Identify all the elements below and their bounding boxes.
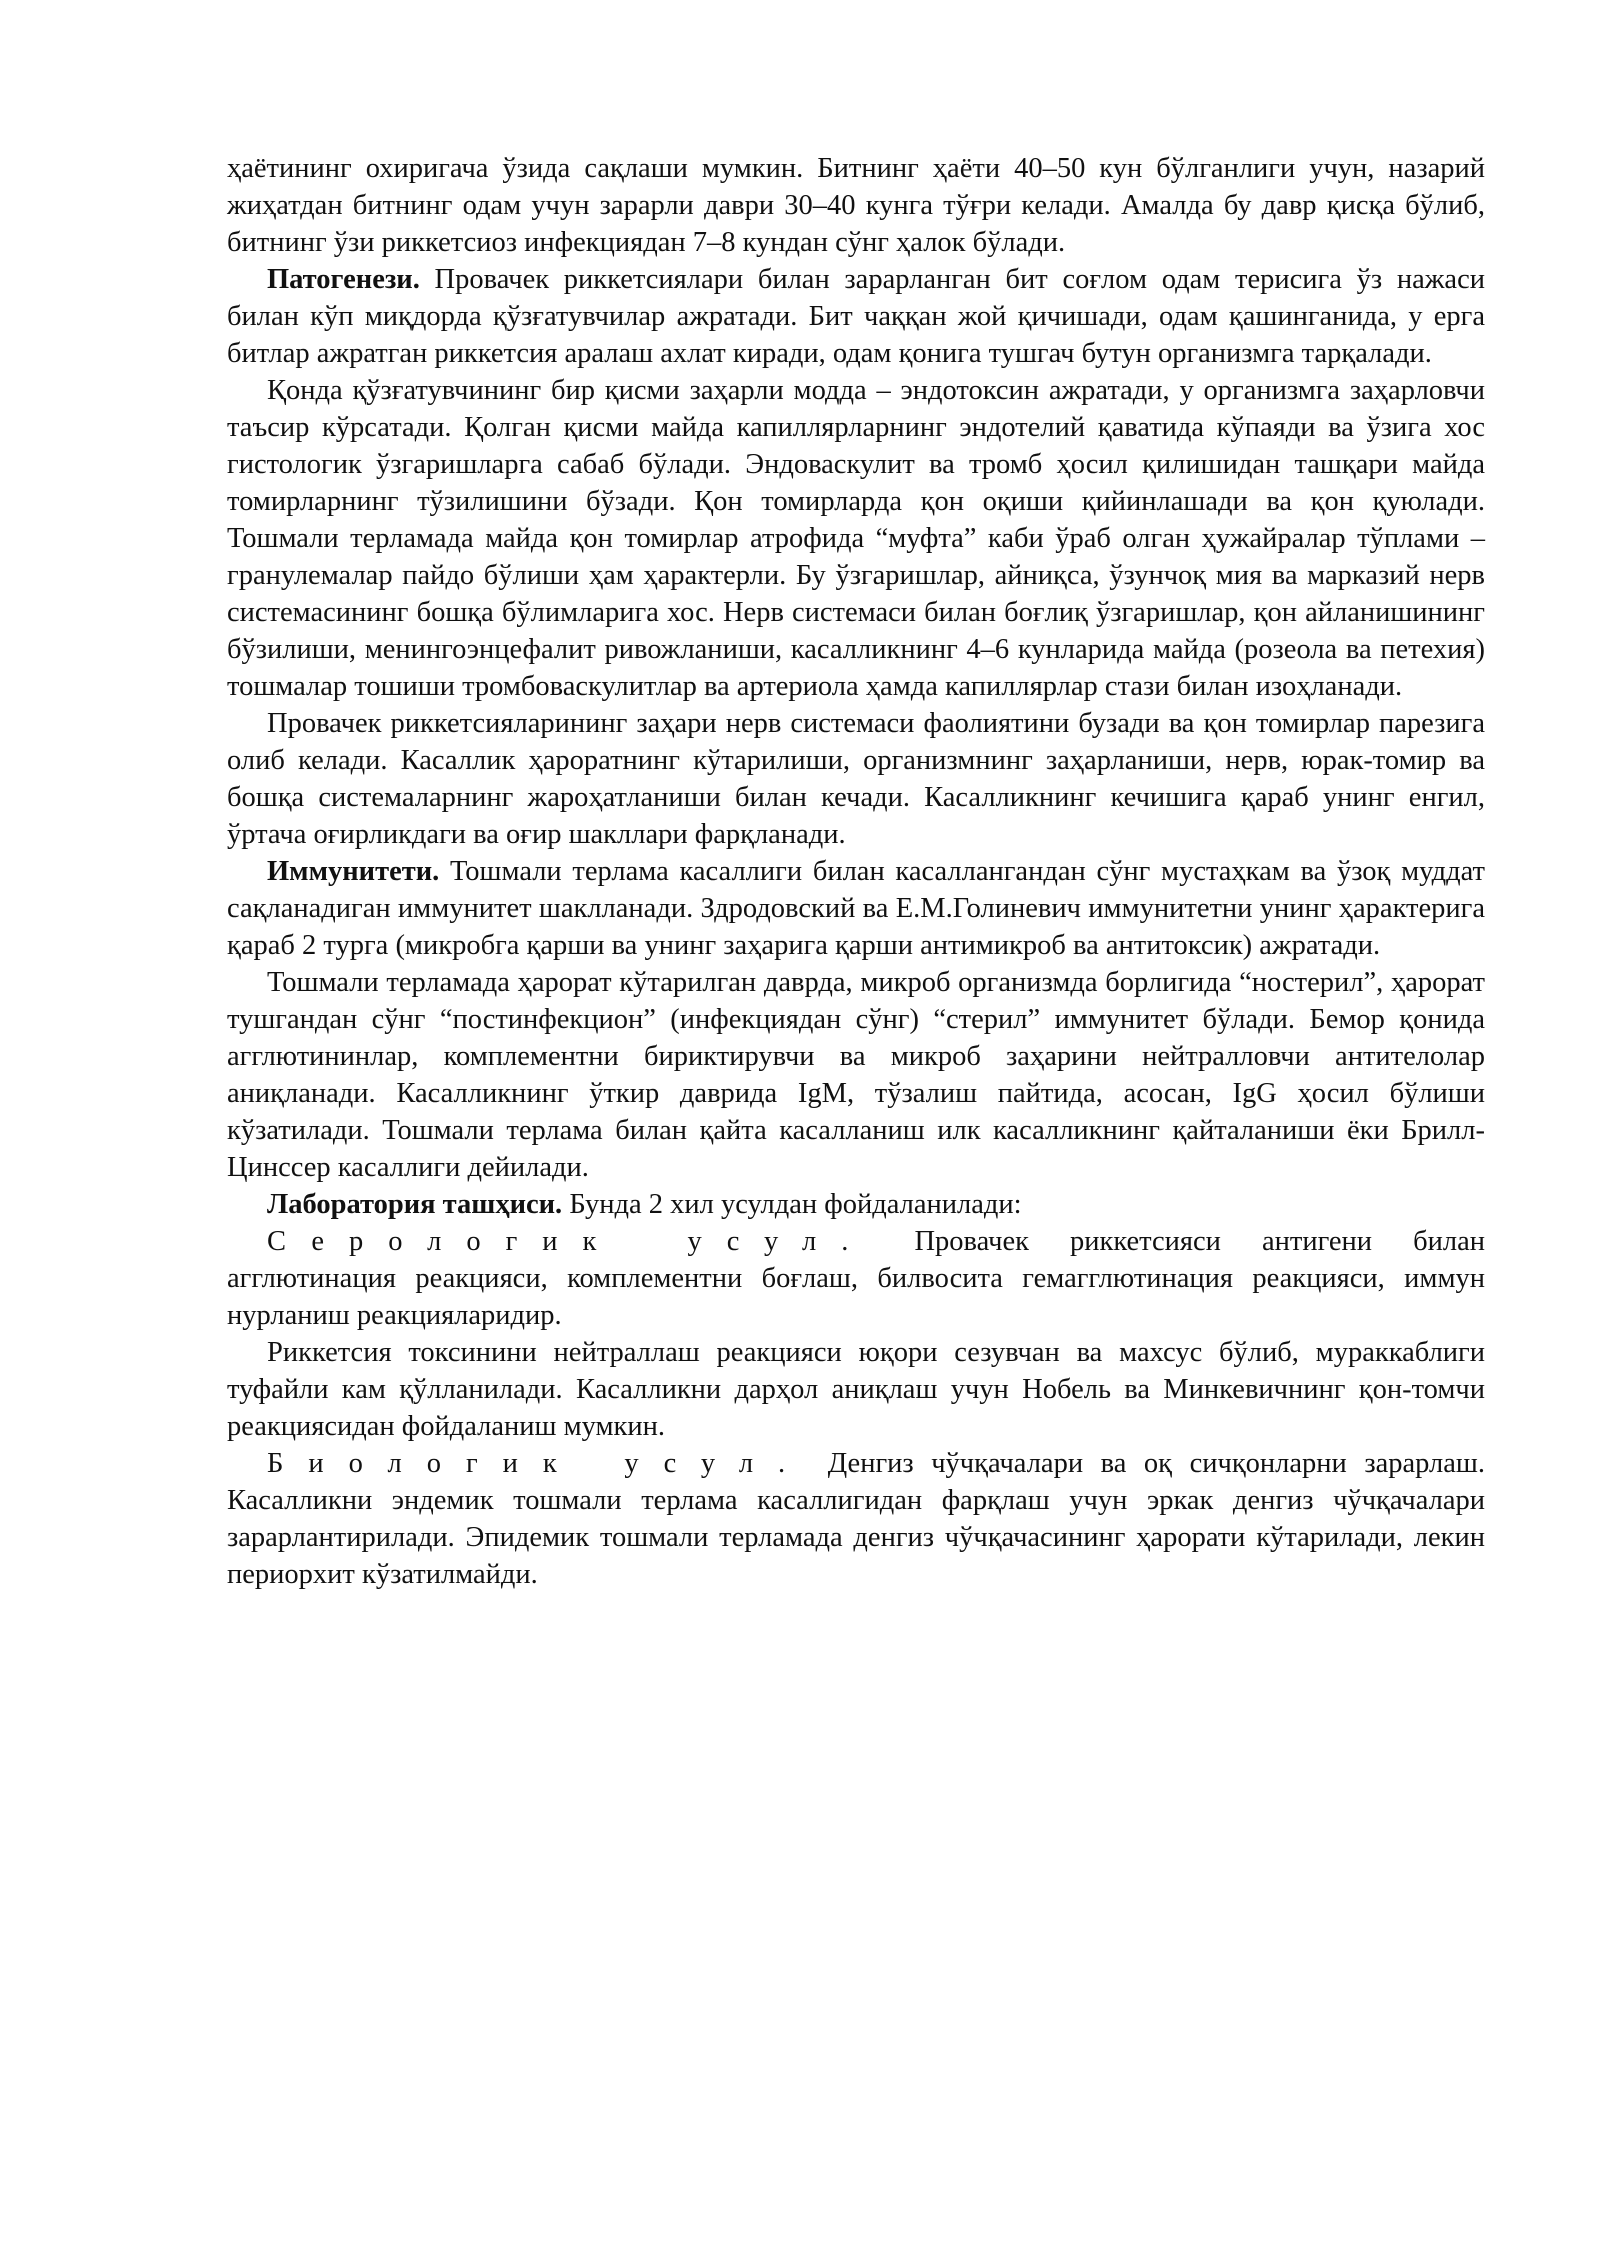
spaced-heading-biologic: Биологик усул. (267, 1448, 811, 1479)
paragraph-text: Провачек риккетсиялари билан зарарланган бит соғлом одам терисига ўз нажаси билан кўп миқдорда қўзғатувчилар ажратади. Бит чаққан жой қичишади, одам қашинганида, у ерга битлар ажратган риккетсия аралаш ахлат киради, одам қонига тушгач бутун организмга тарқалади. (227, 264, 1485, 369)
document-page (227, 150, 1485, 1593)
section-heading-pathogenesis: Патогенези. (267, 264, 420, 295)
paragraph-9 (227, 1334, 1485, 1445)
paragraph-text: Бунда 2 хил усулдан фойдаланилади: (562, 1189, 1022, 1220)
paragraph-text: Қонда қўзғатувчининг бир қисми заҳарли модда – эндотоксин ажратади, у организмга заҳарловчи таъсир кўрсатади. Қолган қисми майда капиллярларнинг эндотелий қаватида кўпаяди ва ўзига хос гистологик ўзгаришларга сабаб бўлади. Эндоваскулит ва тромб ҳосил қилишидан ташқари майда томирларнинг тўзилишини бўзади. Қон томирларда қон оқиши қийинлашади ва қон қуюлади. Тошмали терламада майда қон томирлар атрофида “муфта” каби ўраб олган ҳужайралар тўплами – гранулемалар пайдо бўлиши ҳам ҳарактерли. Бу ўзгаришлар, айниқса, ўзунчоқ мия ва марказий нерв системасининг бошқа бўлимларига хос. Нерв системаси билан боғлиқ ўзгаришлар, қон айланишининг бўзилиши, менингоэнцефалит ривожланиши, касалликнинг 4–6 кунларида майда (розеола ва петехия) тошмалар тошиши тромбоваскулитлар ва артериола ҳамда капиллярлар стази билан изоҳланади. (227, 375, 1485, 702)
section-heading-immunity: Иммунитети. (267, 856, 440, 887)
section-heading-lab-diagnosis: Лаборатория ташҳиси. (267, 1189, 563, 1220)
spaced-heading-serologic: Серологик усул. (267, 1226, 874, 1257)
paragraph-4 (227, 705, 1485, 853)
paragraph-text: Тошмали терлама касаллиги билан касаллангандан сўнг мустаҳкам ва ўзоқ муддат сақланадиган иммунитет шаклланади. Здродовский ва Е.М.Голиневич иммунитетни унинг ҳарактерига қараб 2 турга (микробга қарши ва унинг заҳарига қарши антимикроб ва антитоксик) ажратади. (227, 856, 1485, 961)
paragraph-text: Провачек риккетсияларининг заҳари нерв системаси фаолиятини бузади ва қон томирлар парезига олиб келади. Касаллик ҳароратнинг кўтарилиши, организмнинг заҳарланиши, нерв, юрак-томир ва бошқа системаларнинг жароҳатланиши билан кечади. Касалликнинг кечишига қараб унинг енгил, ўртача оғирликдаги ва оғир шакллари фарқланади. (227, 708, 1485, 850)
paragraph-pathogenesis (227, 261, 1485, 372)
paragraph-1 (227, 150, 1485, 261)
paragraph-text: ҳаётининг охиригача ўзида сақлаши мумкин. Битнинг ҳаёти 40–50 кун бўлганлиги учун, назарий жиҳатдан битнинг одам учун зарарли даври 30–40 кунга тўғри келади. Амалда бу давр қисқа бўлиб, битнинг ўзи риккетсиоз инфекциядан 7–8 кундан сўнг ҳалок бўлади. (227, 153, 1485, 258)
paragraph-lab-diagnosis (227, 1186, 1485, 1223)
paragraph-serologic (227, 1223, 1485, 1334)
paragraph-biologic (227, 1445, 1485, 1593)
paragraph-immunity (227, 853, 1485, 964)
paragraph-3 (227, 372, 1485, 705)
paragraph-6 (227, 964, 1485, 1186)
paragraph-text: Провачек риккетсияси антигени билан агглютинация реакцияси, комплементни боғлаш, билвосита гемагглютинация реакцияси, иммун нурланиш реакцияларидир. (227, 1226, 1485, 1331)
paragraph-text: Риккетсия токсинини нейтраллаш реакцияси юқори сезувчан ва махсус бўлиб, мураккаблиги туфайли кам қўлланилади. Касалликни дарҳол аниқлаш учун Нобель ва Минкевичнинг қон-томчи реакциясидан фойдаланиш мумкин. (227, 1337, 1485, 1442)
paragraph-text: Тошмали терламада ҳарорат кўтарилган даврда, микроб организмда борлигида “ностерил”, ҳарорат тушгандан сўнг “постинфекцион” (инфекциядан сўнг) “стерил” иммунитет бўлади. Бемор қонида агглютининлар, комплементни бириктирувчи ва микроб заҳарини нейтралловчи антителолар аниқланади. Касалликнинг ўткир даврида IgM, тўзалиш пайтида, асосан, IgG ҳосил бўлиши кўзатилади. Тошмали терлама билан қайта касалланиш илк касалликнинг қайталаниши ёки Брилл-Цинссер касаллиги дейилади. (227, 967, 1485, 1183)
paragraph-text: Денгиз чўчқачалари ва оқ сичқонларни зарарлаш. Касалликни эндемик тошмали терлама касаллигидан фарқлаш учун эркак денгиз чўчқачалари зарарлантирилади. Эпидемик тошмали терламада денгиз чўчқачасининг ҳарорати кўтарилади, лекин периорхит кўзатилмайди. (227, 1448, 1485, 1590)
